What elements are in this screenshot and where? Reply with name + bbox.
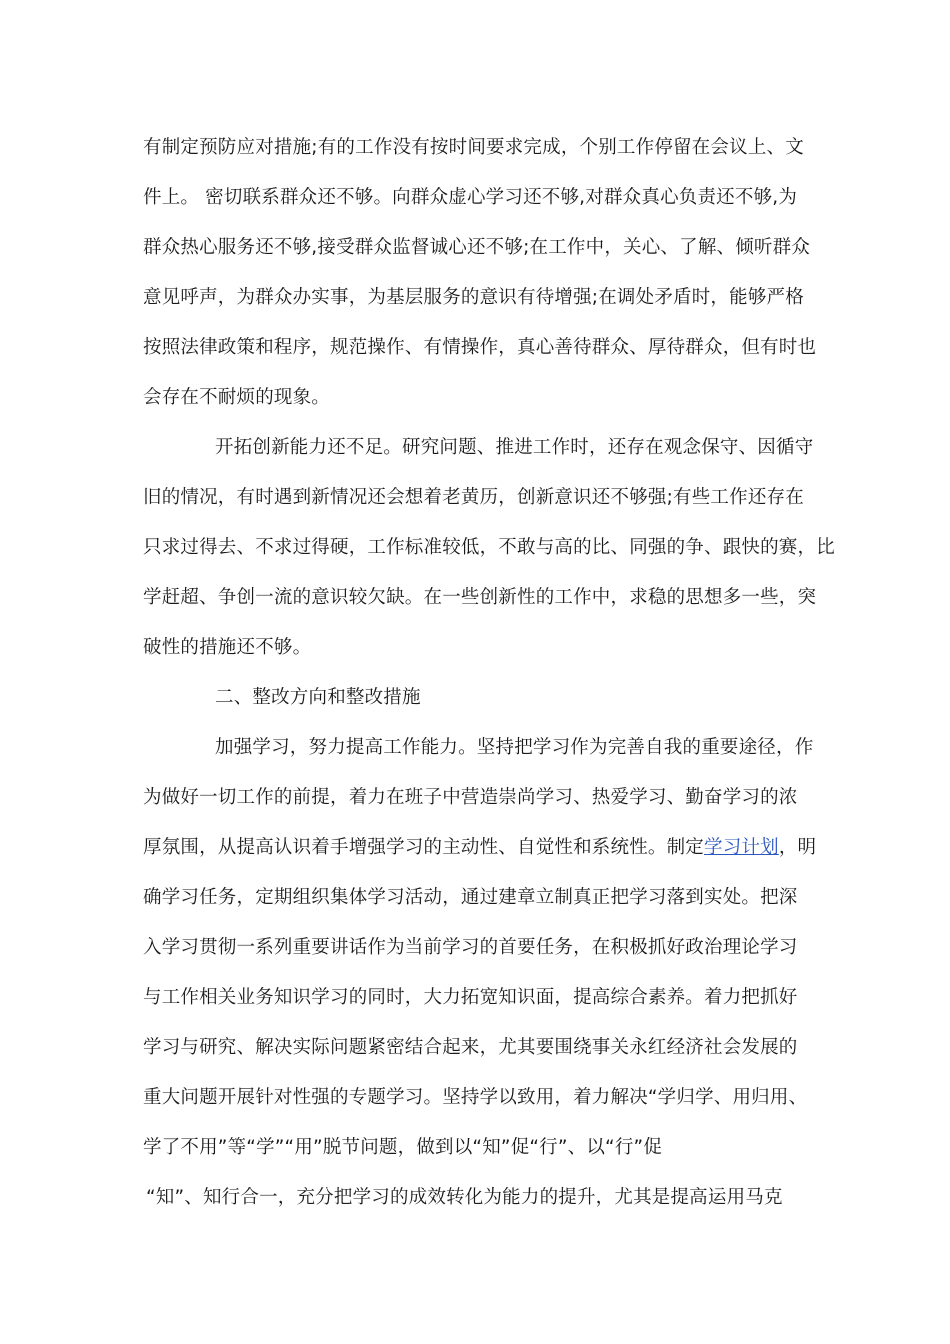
paragraph-line: 为做好一切工作的前提，着力在班子中营造崇尚学习、热爱学习、勤奋学习的浓 [143, 787, 798, 808]
paragraph-line: 学赶超、争创一流的意识较欠缺。在一些创新性的工作中，求稳的思想多一些，突 [143, 587, 817, 608]
paragraph-line: 件上。 密切联系群众还不够。向群众虚心学习还不够,对群众真心负责还不够,为 [143, 187, 798, 208]
study-plan-link[interactable]: 学习计划 [704, 837, 779, 858]
paragraph-line: 确学习任务，定期组织集体学习活动，通过建章立制真正把学习落到实处。把深 [143, 887, 798, 908]
paragraph-line: 学了不用”等“学”“用”脱节问题，做到以“知”促“行”、以“行”促 [143, 1137, 663, 1158]
paragraph-first-line: 开拓创新能力还不足。研究问题、推进工作时，还存在观念保守、因循守 [215, 437, 814, 458]
paragraph-line: 意见呼声，为群众办实事，为基层服务的意识有待增强;在调处矛盾时，能够严格 [143, 287, 804, 308]
paragraph-line: 重大问题开展针对性强的专题学习。坚持学以致用，着力解决“学归学、用归用、 [143, 1087, 808, 1108]
link-line-text-before: 厚氛围，从提高认识着手增强学习的主动性、自觉性和系统性。制定 [143, 837, 705, 858]
link-line-text-after: ，明 [778, 837, 817, 858]
paragraph-line: 按照法律政策和程序，规范操作、有情操作，真心善待群众、厚待群众，但有时也 [143, 337, 817, 358]
section-heading: 二、整改方向和整改措施 [215, 687, 421, 708]
paragraph-line: 学习与研究、解决实际问题紧密结合起来，尤其要围绕事关永红经济社会发展的 [143, 1037, 798, 1058]
paragraph-line-with-link [143, 831, 817, 865]
paragraph-line: “知”、知行合一，充分把学习的成效转化为能力的提升，尤其是提高运用马克 [146, 1187, 783, 1208]
paragraph-line: 只求过得去、不求过得硬，工作标准较低，不敢与高的比、同强的争、跟快的赛，比 [143, 537, 835, 558]
paragraph-line: 旧的情况，有时遇到新情况还会想着老黄历，创新意识还不够强;有些工作还存在 [143, 487, 804, 508]
paragraph-line: 破性的措施还不够。 [143, 637, 312, 658]
paragraph-first-line: 加强学习，努力提高工作能力。坚持把学习作为完善自我的重要途径，作 [215, 737, 814, 758]
paragraph-line: 入学习贯彻一系列重要讲话作为当前学习的首要任务，在积极抓好政治理论学习 [143, 937, 798, 958]
paragraph-line: 群众热心服务还不够,接受群众监督诚心还不够;在工作中，关心、了解、倾听群众 [143, 237, 811, 258]
paragraph-line: 与工作相关业务知识学习的同时，大力拓宽知识面，提高综合素养。着力把抓好 [143, 987, 798, 1008]
paragraph-line: 会存在不耐烦的现象。 [143, 387, 331, 408]
paragraph-line: 有制定预防应对措施;有的工作没有按时间要求完成，个别工作停留在会议上、文 [143, 137, 804, 158]
